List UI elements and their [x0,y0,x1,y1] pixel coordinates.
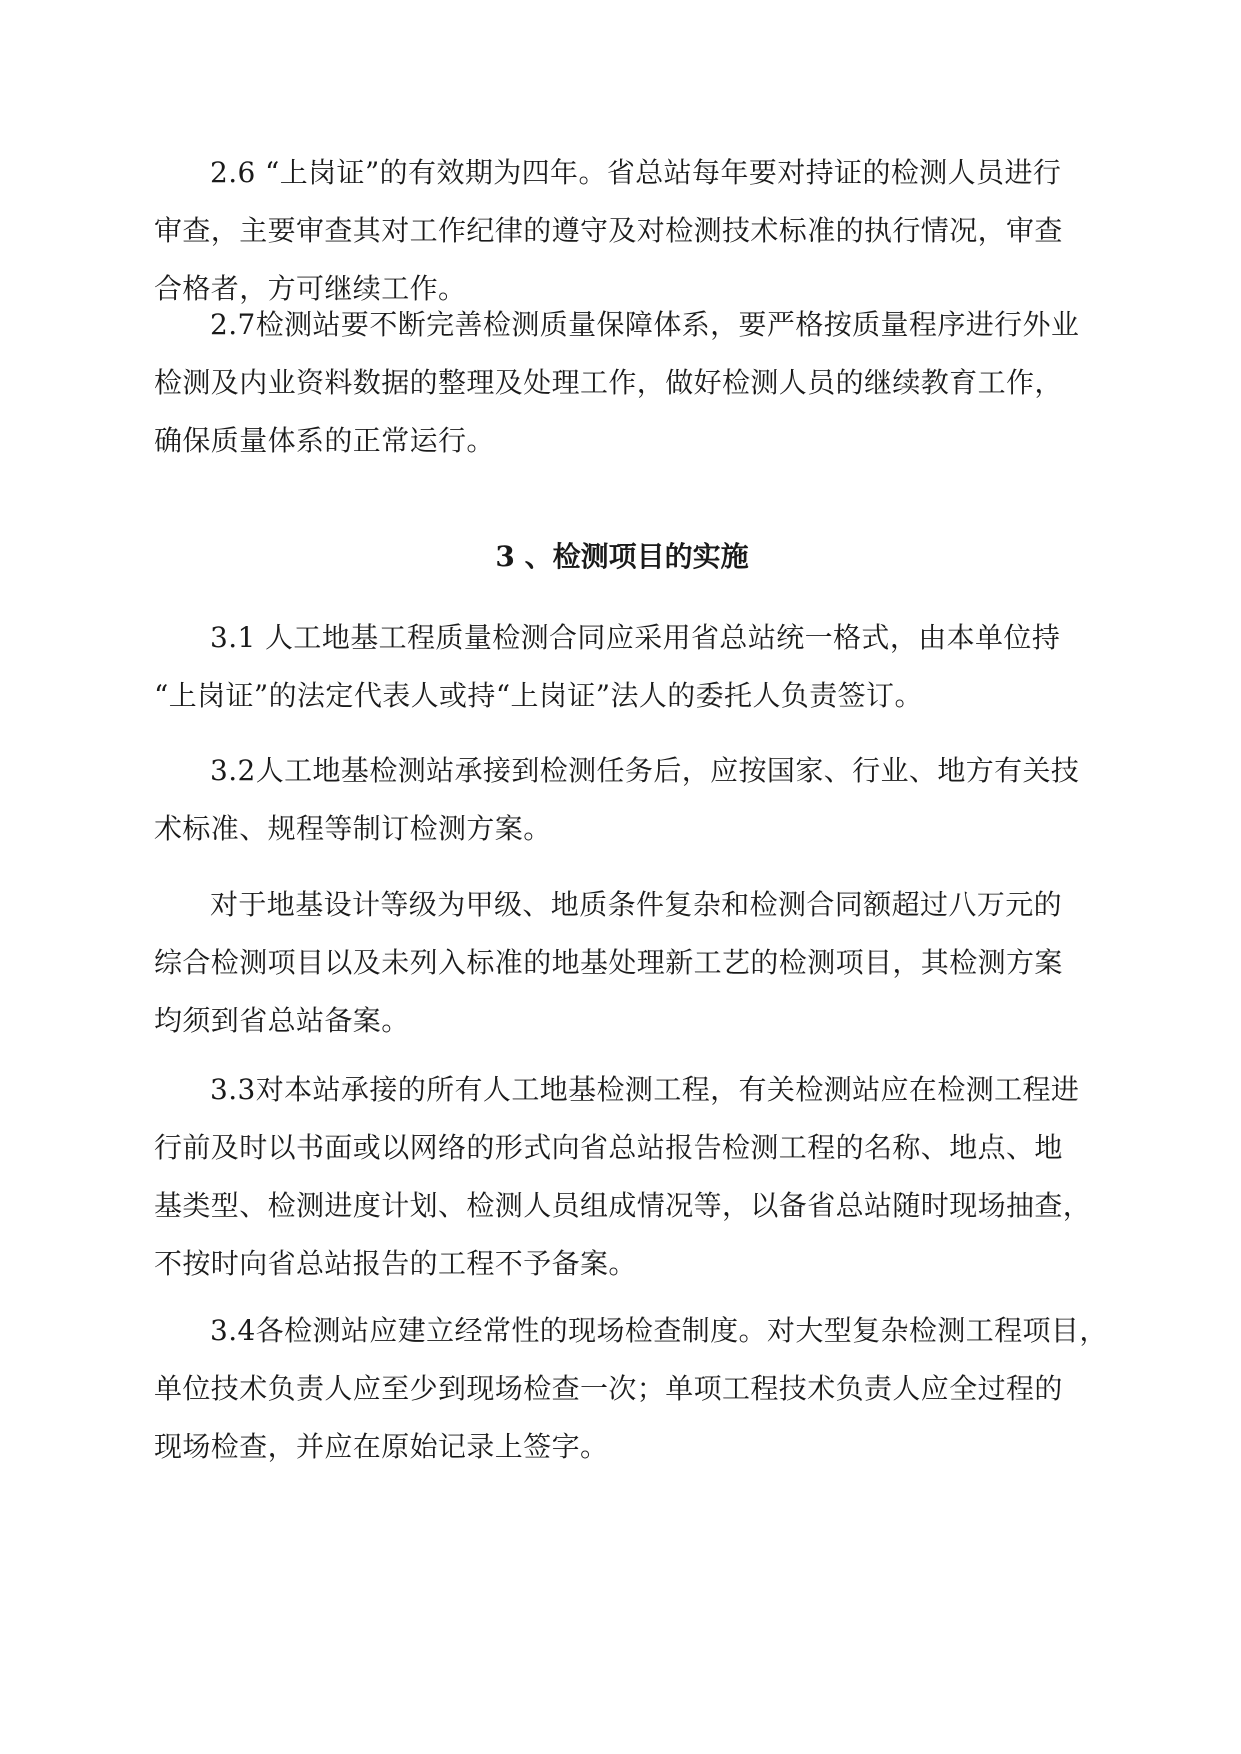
paragraph-line: “上岗证”的法定代表人或持“上岗证”法人的委托人负责签订。 [154,679,923,712]
paragraph-line: 检测及内业资料数据的整理及处理工作，做好检测人员的继续教育工作， [154,366,1063,399]
paragraph-line: 不按时向省总站报告的工程不予备案。 [154,1247,637,1280]
paragraph-line: 确保质量体系的正常运行。 [154,424,495,457]
paragraph-line: 基类型、检测进度计划、检测人员组成情况等，以备省总站随时现场抽查， [154,1189,1092,1222]
paragraph-line: 3.2人工地基检测站承接到检测任务后，应按国家、行业、地方有关技 [210,754,1080,787]
paragraph-3-1 [154,609,1090,725]
paragraph-line: 综合检测项目以及未列入标准的地基处理新工艺的检测项目，其检测方案 [154,946,1063,979]
paragraph-line: 2.7检测站要不断完善检测质量保障体系，要严格按质量程序进行外业 [210,308,1080,341]
paragraph-line: 审查，主要审查其对工作纪律的遵守及对检测技术标准的执行情况，审查 [154,214,1063,247]
paragraph-line: 行前及时以书面或以网络的形式向省总站报告检测工程的名称、地点、地 [154,1131,1063,1164]
paragraph-3-3 [154,1061,1090,1293]
paragraph-line: 单位技术负责人应至少到现场检查一次；单项工程技术负责人应全过程的 [154,1372,1063,1405]
paragraph-2-7 [154,296,1090,470]
paragraph-line: 2.6 “上岗证”的有效期为四年。省总站每年要对持证的检测人员进行 [210,156,1062,189]
paragraph-line: 3.3对本站承接的所有人工地基检测工程，有关检测站应在检测工程进 [210,1073,1080,1106]
paragraph-3-4 [154,1302,1108,1476]
paragraph-2-6 [154,144,1090,318]
paragraph-line: 3.1 人工地基工程质量检测合同应采用省总站统一格式，由本单位持 [210,621,1061,654]
section-heading: 3 、检测项目的实施 [495,540,749,573]
paragraph-line: 现场检查，并应在原始记录上签字。 [154,1430,609,1463]
paragraph-line: 合格者，方可继续工作。 [154,272,467,305]
paragraph-line: 3.4各检测站应建立经常性的现场检查制度。对大型复杂检测工程项目， [210,1314,1108,1347]
paragraph-line: 对于地基设计等级为甲级、地质条件复杂和检测合同额超过八万元的 [210,888,1063,921]
paragraph-line: 均须到省总站备案。 [154,1004,410,1037]
paragraph-3-2-note [154,876,1090,1050]
paragraph-3-2 [154,742,1090,858]
paragraph-line: 术标准、规程等制订检测方案。 [154,812,552,845]
